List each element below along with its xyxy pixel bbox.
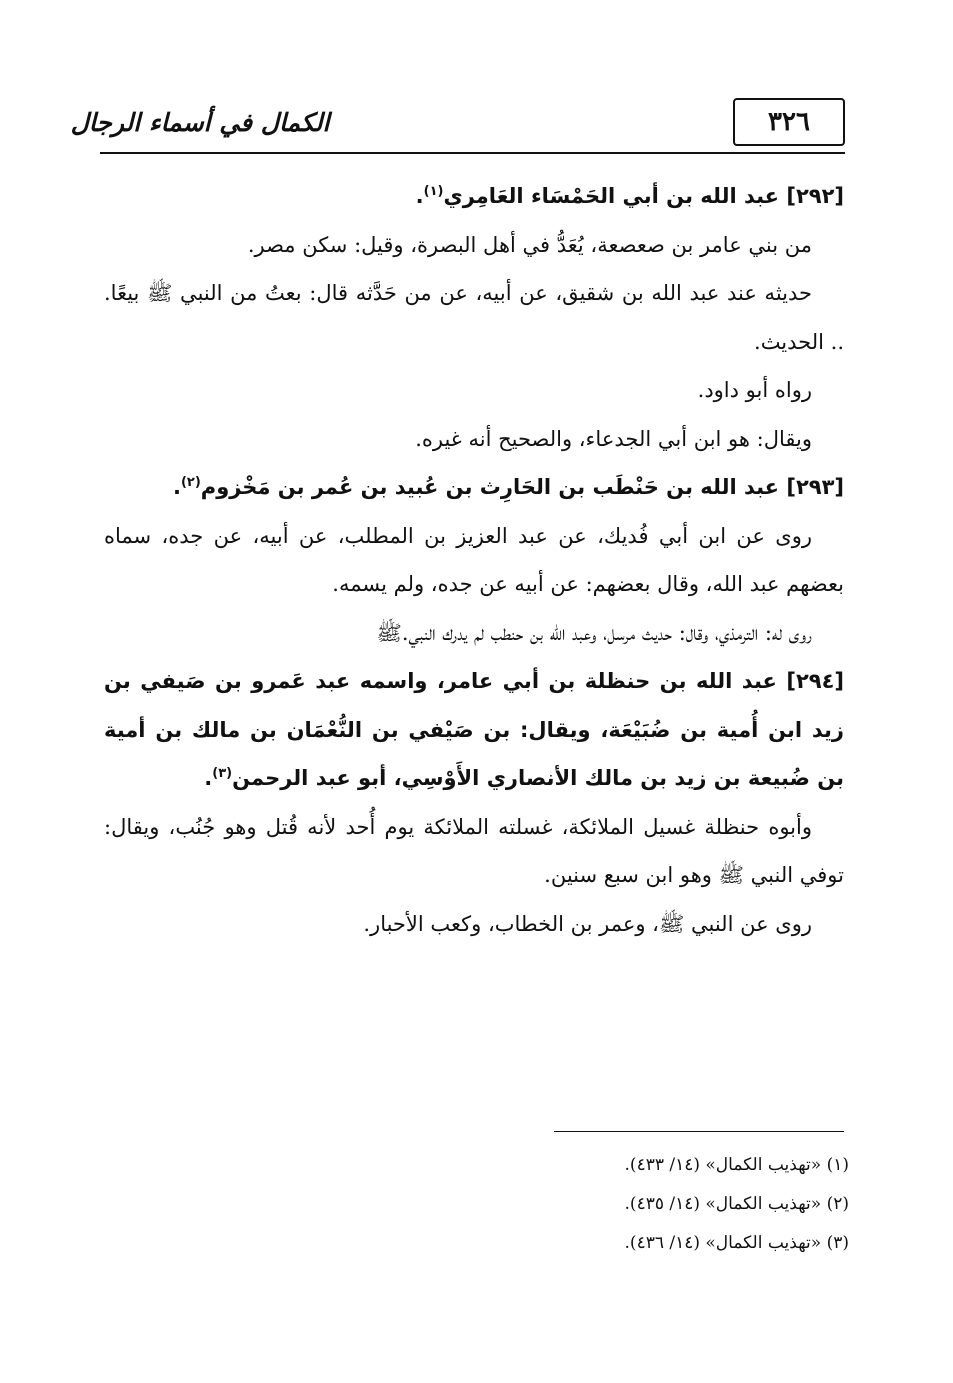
- entry-paragraph: من بني عامر بن صعصعة، يُعَدُّ في أهل البصرة، وقيل: سكن مصر.: [247, 232, 812, 257]
- entry-paragraph: روى عن ابن أبي فُديك، عن عبد العزيز بن المطلب، عن أبيه، عن جده، سماه بعضهم عبد الله، وقال بعضهم: عن أبيه عن جده، ولم يسمه.: [104, 523, 844, 596]
- entry-paragraph: روى له: الترمذي، وقال: حديث مرسل، وعبد الله بن حنطب لم يدرك النبي.ﷺ: [376, 620, 812, 645]
- footnote-2: (٢) «تهذيب الكمال» (١٤/ ٤٣٥).: [624, 1194, 849, 1214]
- footnote-ref-1: (١): [423, 184, 444, 199]
- footnote-ref-2: (٢): [180, 475, 201, 490]
- entry-paragraph: وأبوه حنظلة غسيل الملائكة، غسلته الملائكة يوم أُحد لأنه قُتل وهو جُنُب، ويقال: توفي النبي ﷺ وهو ابن سبع سنين.: [104, 814, 844, 887]
- footnote-ref-3: (٣): [212, 766, 233, 781]
- entry-title-294: [٢٩٤] عبد الله بن حنظلة بن أبي عامر، واسمه عبد عَمرو بن صَيفي بن زيد ابن أُمية بن ضُبَيْعَة، ويقال: بن صَيْفي بن النُّعْمَان بن مالك بن أمية بن ضُبيعة بن زيد بن مالك الأنصاري الأَوْسِي، أبو عبد الرحمن$^{(٣)}$.: [104, 669, 844, 790]
- footnotes: [449, 1146, 849, 1263]
- entry-paragraph: حديثه عند عبد الله بن شقيق، عن أبيه، عن من حَدَّثه قال: بعتُ من النبي ﷺ بيعًا. .. الحديث.: [104, 281, 844, 354]
- main-text: [104, 172, 844, 1092]
- footnote-1: (١) «تهذيب الكمال» (١٤/ ٤٣٣).: [624, 1155, 849, 1175]
- entry-title-293: [٢٩٣] عبد الله بن حَنْطَب بن الحَارِث بن عُبيد بن عُمر بن مَخْزوم$^{(٢)}$.: [172, 475, 844, 499]
- page-header: [70, 92, 845, 154]
- entry-paragraph: ويقال: هو ابن أبي الجدعاء، والصحيح أنه غيره.: [415, 426, 812, 451]
- footnote-3: (٣) «تهذيب الكمال» (١٤/ ٤٣٦).: [624, 1233, 849, 1253]
- entry-paragraph: رواه أبو داود.: [697, 378, 812, 402]
- entry-title-292: [٢٩٢] عبد الله بن أبي الحَمْسَاء العَامِري$^{(١)}$.: [415, 184, 844, 208]
- book-title-calligraphy: الكمال في أسماء الرجال: [70, 107, 330, 137]
- footnote-divider: [554, 1131, 844, 1132]
- entry-paragraph: روى عن النبي ﷺ، وعمر بن الخطاب، وكعب الأحبار.: [363, 911, 812, 936]
- header-divider: [100, 152, 845, 154]
- page-number: ٣٢٦: [733, 98, 845, 146]
